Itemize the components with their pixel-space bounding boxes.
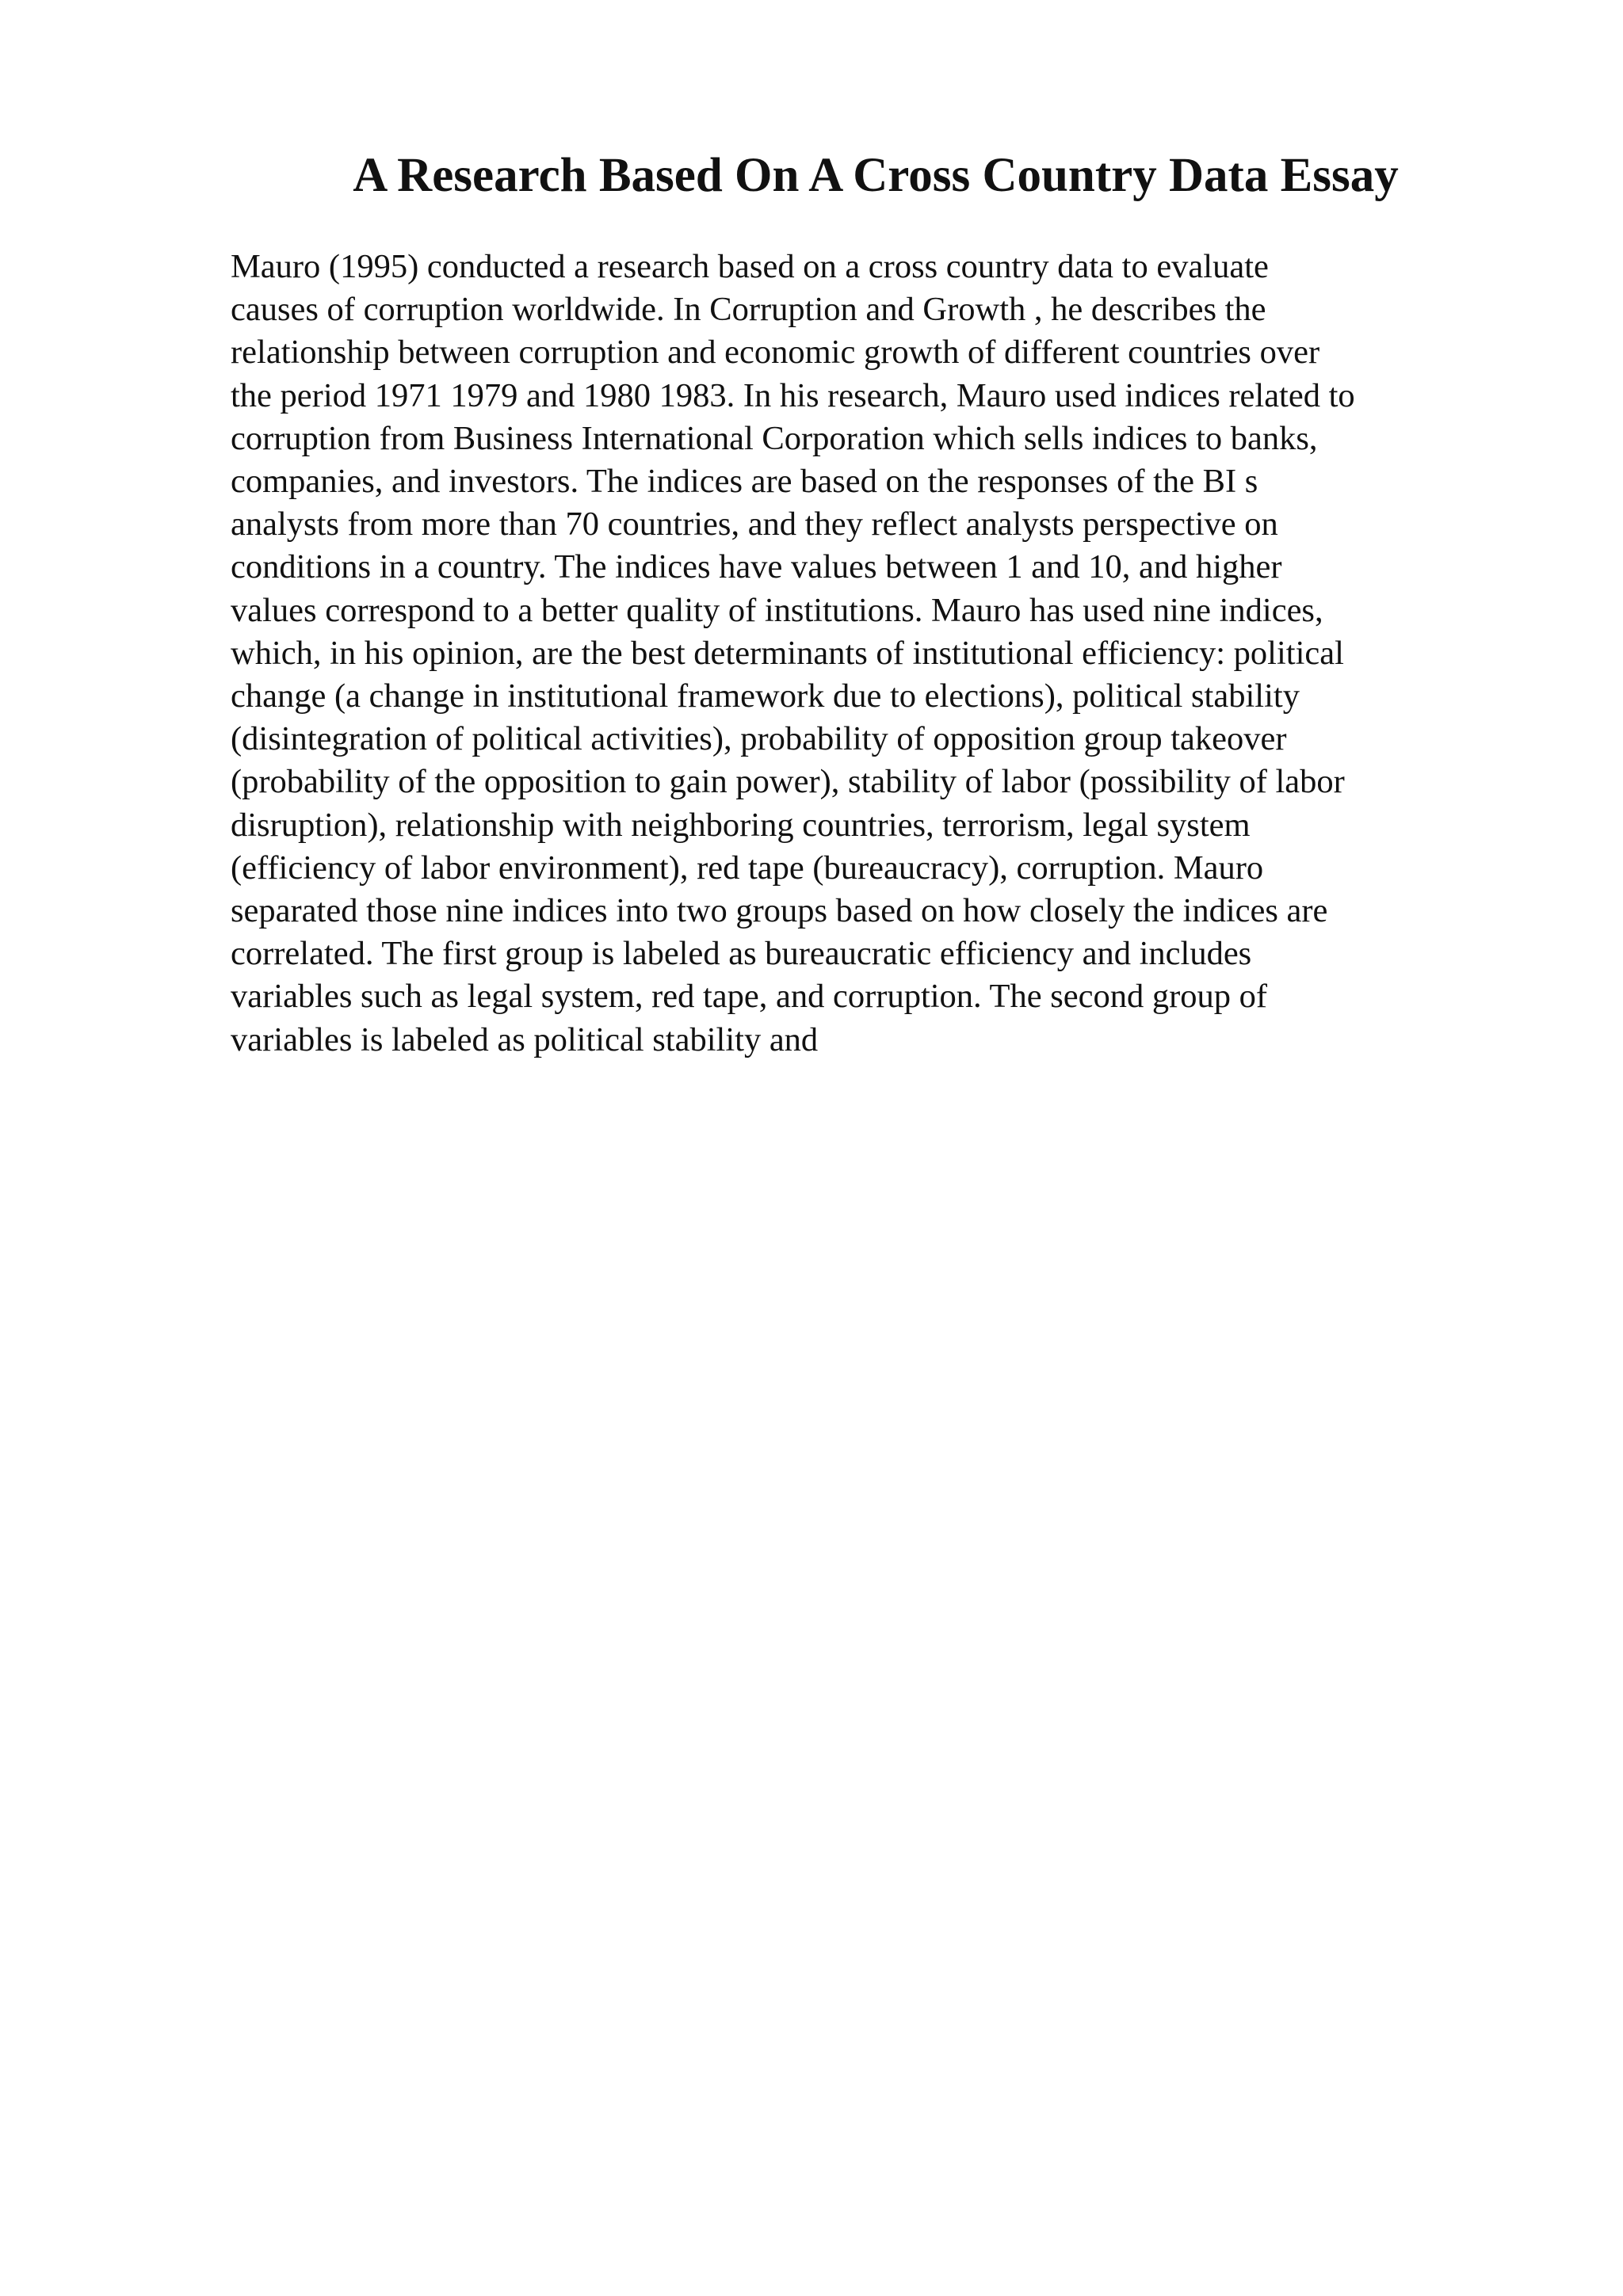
body-line: correlated. The first group is labeled as bureaucratic efficiency and includes xyxy=(231,935,1252,973)
body-line: values correspond to a better quality of institutions. Mauro has used nine indices, xyxy=(231,591,1323,629)
body-line: disruption), relationship with neighboring countries, terrorism, legal system xyxy=(231,806,1251,844)
body-line: change (a change in institutional framework due to elections), political stability xyxy=(231,677,1300,715)
body-line: analysts from more than 70 countries, and they reflect analysts perspective on xyxy=(231,505,1278,543)
body-line: the period 1971 1979 and 1980 1983. In his research, Mauro used indices related to xyxy=(231,376,1355,414)
body-line: (disintegration of political activities), probability of opposition group takeover xyxy=(231,720,1287,758)
body-line: variables such as legal system, red tape, and corruption. The second group of xyxy=(231,978,1268,1016)
body-line: Mauro (1995) conducted a research based on a cross country data to evaluate xyxy=(231,248,1269,285)
body-line: conditions in a country. The indices have values between 1 and 10, and higher xyxy=(231,548,1282,586)
body-line: variables is labeled as political stability and xyxy=(231,1020,819,1058)
body-line: (probability of the opposition to gain power), stability of labor (possibility of labor xyxy=(231,763,1345,801)
body-line: relationship between corruption and economic growth of different countries over xyxy=(231,334,1320,372)
body-line: which, in his opinion, are the best determinants of institutional efficiency: political xyxy=(231,634,1344,672)
body-line: causes of corruption worldwide. In Corruption and Growth , he describes the xyxy=(231,291,1266,329)
document-title: A Research Based On A Cross Country Data Essay xyxy=(353,149,1399,202)
body-line: (efficiency of labor environment), red tape (bureaucracy), corruption. Mauro xyxy=(231,849,1264,887)
body-line: companies, and investors. The indices are based on the responses of the BI s xyxy=(231,463,1258,501)
body-line: separated those nine indices into two groups based on how closely the indices are xyxy=(231,892,1328,930)
document-body xyxy=(231,246,1507,1062)
body-line: corruption from Business International Corporation which sells indices to banks, xyxy=(231,419,1318,457)
